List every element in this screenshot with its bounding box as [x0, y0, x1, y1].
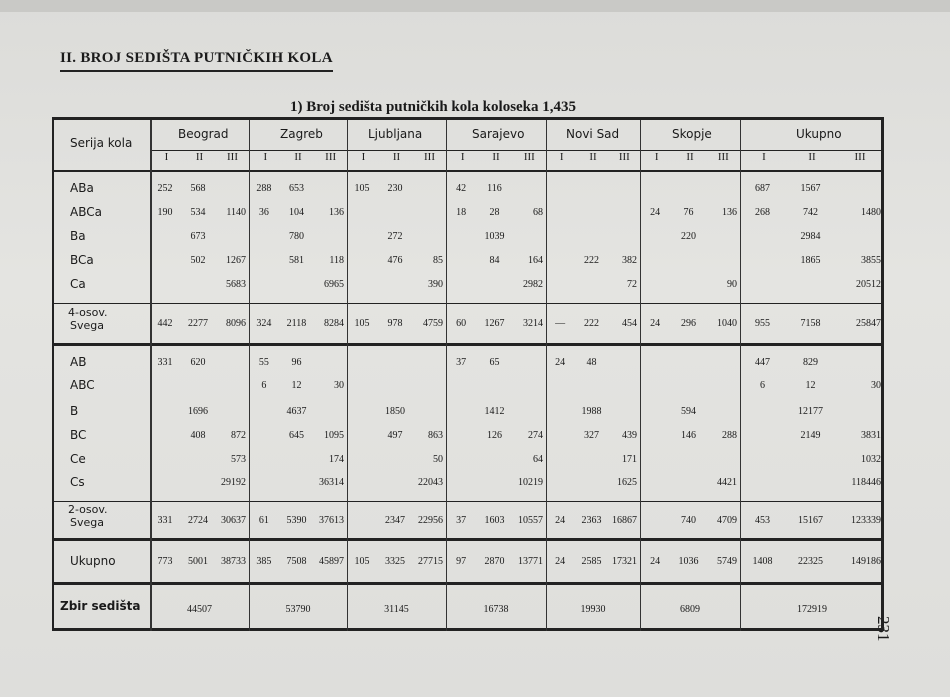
table-cell: 331 [157, 357, 173, 368]
table-cell: 30 [871, 380, 881, 391]
table-cell: 687 [755, 183, 770, 194]
table-cell: 10219 [517, 477, 543, 488]
class-header: II [589, 151, 597, 163]
table-cell: 5749 [716, 556, 737, 567]
table-cell: 1040 [716, 318, 737, 329]
table-cell: 1988 [581, 406, 602, 417]
table-cell: 25847 [856, 318, 881, 329]
table-cell: 2984 [800, 231, 821, 242]
table-cell: 740 [680, 515, 696, 526]
table-cell: 447 [755, 357, 770, 368]
table-cell: 30 [333, 380, 344, 391]
row-label: BCa [70, 253, 94, 267]
table-cell: 1032 [861, 454, 881, 465]
table-cell: 24 [650, 318, 661, 329]
row-label: 4-osov. [68, 306, 108, 319]
class-header: I [460, 151, 465, 163]
table-cell: 2347 [385, 515, 405, 526]
class-header: II [808, 151, 816, 163]
table-cell: 85 [433, 255, 443, 266]
table-cell: 65 [489, 357, 500, 368]
row-label: B [70, 404, 79, 418]
table-cell: 146 [680, 430, 696, 441]
table-cell: 645 [288, 430, 304, 441]
zbir-value: 19930 [580, 604, 606, 615]
table-cell: 476 [387, 255, 403, 266]
zbir-value: 31145 [384, 604, 409, 615]
class-header: I [361, 151, 366, 163]
table-cell: 594 [680, 406, 696, 417]
row-header-label: Serija kola [70, 136, 133, 150]
table-cell: 24 [555, 515, 566, 526]
table-cell: 581 [288, 255, 304, 266]
table-cell: 2724 [188, 515, 208, 526]
column-divider [150, 120, 152, 631]
zbir-value: 6809 [680, 604, 700, 615]
row-label: 2-osov. [68, 503, 108, 516]
table-cell: 36314 [318, 477, 344, 488]
table-cell: 84 [489, 255, 500, 266]
table-cell: 6 [261, 380, 267, 391]
table-cell: 10557 [517, 515, 543, 526]
class-header: III [854, 151, 866, 163]
city-header: Ljubljana [368, 127, 423, 141]
table-rule [52, 501, 884, 502]
table-cell: 5390 [286, 515, 307, 526]
row-label: Ukupno [70, 554, 116, 568]
table-cell: 534 [190, 207, 206, 218]
table-cell: 5001 [188, 556, 208, 567]
city-header: Novi Sad [566, 127, 620, 141]
table-cell: 30637 [221, 515, 246, 526]
table-cell: 4637 [286, 406, 307, 417]
table-cell: 288 [721, 430, 737, 441]
table-cell: 955 [755, 318, 770, 329]
table-cell: 327 [583, 430, 599, 441]
table-cell: 126 [486, 430, 502, 441]
class-header: I [762, 151, 766, 163]
table-cell: 268 [755, 207, 770, 218]
table-cell: 385 [256, 556, 272, 567]
table-cell: 17321 [611, 556, 637, 567]
table-cell: 2363 [581, 515, 602, 526]
column-divider [546, 120, 547, 631]
section-title: II. BROJ SEDIŠTA PUTNIČKIH KOLA [60, 50, 333, 72]
table-cell: 64 [532, 454, 543, 465]
table-cell: 288 [256, 183, 272, 194]
table-cell: 390 [428, 279, 443, 290]
column-divider [347, 120, 348, 631]
row-label: Ce [70, 452, 86, 466]
table-cell: 48 [586, 357, 597, 368]
row-label: Ba [70, 229, 86, 243]
table-cell: 620 [190, 357, 206, 368]
class-header: I [654, 151, 659, 163]
table-cell: 863 [428, 430, 443, 441]
city-header: Skopje [672, 127, 712, 141]
table-cell: 12177 [798, 406, 823, 417]
table-cell: 27715 [418, 556, 443, 567]
table-cell: 15167 [798, 515, 823, 526]
table-title: 1) Broj sedišta putničkih kola koloseka 1,435 [290, 99, 577, 115]
table-cell: 222 [583, 318, 599, 329]
table-cell: 773 [157, 556, 173, 567]
row-label: ABC [70, 378, 95, 392]
table-cell: 1140 [226, 207, 246, 218]
table-cell: 12 [291, 380, 302, 391]
row-label: ABa [70, 181, 94, 195]
table-cell: 324 [256, 318, 272, 329]
class-header: II [392, 151, 401, 163]
table-cell: 1267 [226, 255, 246, 266]
table-cell: 136 [328, 207, 344, 218]
table-cell: 3855 [861, 255, 881, 266]
table-cell: 1095 [323, 430, 344, 441]
column-divider [446, 120, 447, 631]
table-cell: 1408 [752, 556, 773, 567]
table-cell: 105 [354, 318, 370, 329]
table-cell: 123339 [851, 515, 881, 526]
table-cell: 6 [760, 380, 765, 391]
row-label: Svega [70, 319, 104, 332]
table-cell: 568 [190, 183, 206, 194]
table-cell: 8284 [323, 318, 344, 329]
table-cell: 1567 [800, 183, 821, 194]
table-cell: 136 [721, 207, 737, 218]
table-cell: 220 [680, 231, 696, 242]
table-cell: 497 [387, 430, 403, 441]
table-cell: 573 [231, 454, 246, 465]
table-cell: 673 [190, 231, 206, 242]
table-cell: 22956 [418, 515, 443, 526]
page-edge-shadow [0, 0, 950, 12]
table-cell: 105 [354, 183, 370, 194]
table-cell: 16867 [611, 515, 637, 526]
class-header: II [294, 151, 302, 163]
table-cell: 274 [527, 430, 543, 441]
table-cell: 2118 [286, 318, 307, 329]
table-cell: 55 [258, 357, 269, 368]
table-cell: 382 [621, 255, 637, 266]
row-label: Ca [70, 277, 86, 291]
table-cell: 22325 [798, 556, 823, 567]
class-header: I [559, 151, 564, 163]
table-cell: 780 [288, 231, 304, 242]
table-cell: 454 [621, 318, 637, 329]
column-divider [740, 120, 741, 631]
table-cell: 29192 [221, 477, 246, 488]
table-cell: 3325 [385, 556, 405, 567]
table-cell: 12 [805, 380, 816, 391]
table-cell: 442 [157, 318, 173, 329]
table-cell: 37 [456, 515, 467, 526]
table-rule [52, 582, 884, 585]
class-header: III [227, 151, 238, 163]
table-cell: 105 [354, 556, 370, 567]
zbir-value: 16738 [483, 604, 509, 615]
city-header: Zagreb [280, 127, 323, 141]
table-cell: 872 [231, 430, 246, 441]
table-cell: 4421 [716, 477, 737, 488]
table-cell: 76 [683, 207, 694, 218]
table-cell: 6965 [323, 279, 344, 290]
table-cell: 742 [803, 207, 818, 218]
table-cell: 45897 [318, 556, 344, 567]
table-cell: 2277 [188, 318, 208, 329]
table-cell: 3214 [522, 318, 543, 329]
table-cell: 50 [433, 454, 443, 465]
table-cell: 37613 [318, 515, 344, 526]
table-cell: 104 [288, 207, 304, 218]
table-cell: 502 [190, 255, 206, 266]
table-cell: 96 [291, 357, 302, 368]
table-cell: 24 [555, 357, 566, 368]
table-rule [52, 538, 884, 541]
table-cell: 2149 [800, 430, 821, 441]
zbir-value: 172919 [797, 604, 827, 615]
table-cell: 1865 [800, 255, 821, 266]
row-label: Cs [70, 475, 85, 489]
page-number: 231 [874, 616, 893, 642]
table-cell: 272 [387, 231, 403, 242]
table-cell: 252 [157, 183, 173, 194]
table-cell: 18 [456, 207, 467, 218]
table-cell: 3831 [861, 430, 881, 441]
table-cell: 72 [626, 279, 637, 290]
zbir-label: Zbir sedišta [60, 599, 141, 613]
table-cell: 20512 [856, 279, 881, 290]
table-cell: 5683 [226, 279, 246, 290]
table-cell: 174 [328, 454, 344, 465]
table-rule [52, 170, 884, 172]
table-cell: 28 [489, 207, 500, 218]
table-cell: 13771 [517, 556, 543, 567]
table-cell: 42 [456, 183, 467, 194]
table-cell: 90 [726, 279, 737, 290]
zbir-value: 44507 [187, 604, 212, 615]
table-cell: 8096 [226, 318, 246, 329]
table-cell: 38733 [221, 556, 246, 567]
table-rule [52, 117, 884, 120]
table-cell: 296 [680, 318, 696, 329]
table-cell: 24 [650, 207, 661, 218]
table-cell: 1480 [861, 207, 881, 218]
table-cell: 61 [258, 515, 269, 526]
table-cell: 36 [258, 207, 269, 218]
zbir-value: 53790 [285, 604, 311, 615]
table-cell: 97 [456, 556, 467, 567]
class-header: I [263, 151, 268, 163]
row-label: AB [70, 355, 87, 369]
class-header: III [523, 151, 535, 163]
table-cell: 230 [387, 183, 403, 194]
city-header: Sarajevo [472, 127, 525, 141]
class-header: III [618, 151, 630, 163]
class-header: II [195, 151, 204, 163]
city-header: Ukupno [796, 127, 842, 141]
class-header: III [717, 151, 729, 163]
table-cell: 653 [288, 183, 304, 194]
table-rule [52, 343, 884, 346]
table-cell: 22043 [418, 477, 443, 488]
column-divider [249, 120, 250, 631]
table-cell: 2870 [484, 556, 505, 567]
table-cell: 149186 [851, 556, 881, 567]
table-cell: 829 [803, 357, 818, 368]
table-cell: 1412 [484, 406, 505, 417]
row-label: ABCa [70, 205, 102, 219]
table-cell: 68 [532, 207, 543, 218]
city-header: Beograd [178, 127, 229, 141]
table-cell: 118446 [851, 477, 881, 488]
table-cell: 1267 [484, 318, 505, 329]
table-cell: 2982 [522, 279, 543, 290]
table-cell: 7158 [800, 318, 821, 329]
table-cell: 2585 [581, 556, 602, 567]
seat-count-table [52, 117, 884, 631]
table-cell: 453 [755, 515, 770, 526]
table-cell: 60 [456, 318, 467, 329]
table-cell: 439 [621, 430, 637, 441]
table-cell: 1850 [385, 406, 405, 417]
table-cell: 1625 [616, 477, 637, 488]
class-header: III [325, 151, 337, 163]
row-label: BC [70, 428, 87, 442]
table-cell: 1696 [188, 406, 208, 417]
table-cell: 164 [527, 255, 543, 266]
table-cell: 24 [555, 556, 566, 567]
table-rule [52, 303, 884, 304]
table-cell: 331 [157, 515, 173, 526]
table-cell: 1039 [484, 231, 505, 242]
table-cell: 171 [621, 454, 637, 465]
row-label: Svega [70, 516, 104, 529]
table-cell: — [555, 318, 566, 329]
class-header: II [686, 151, 694, 163]
class-header: II [492, 151, 500, 163]
table-cell: 1036 [678, 556, 699, 567]
table-cell: 1603 [484, 515, 505, 526]
table-cell: 7508 [286, 556, 307, 567]
table-cell: 37 [456, 357, 467, 368]
table-cell: 190 [157, 207, 173, 218]
table-cell: 408 [190, 430, 206, 441]
table-cell: 978 [387, 318, 403, 329]
class-header: I [164, 151, 169, 163]
table-cell: 24 [650, 556, 661, 567]
table-cell: 118 [329, 255, 344, 266]
table-cell: 116 [487, 183, 502, 194]
table-cell: 222 [583, 255, 599, 266]
table-cell: 4759 [423, 318, 443, 329]
table-cell: 4709 [716, 515, 737, 526]
column-divider [640, 120, 641, 631]
class-header: III [424, 151, 435, 163]
